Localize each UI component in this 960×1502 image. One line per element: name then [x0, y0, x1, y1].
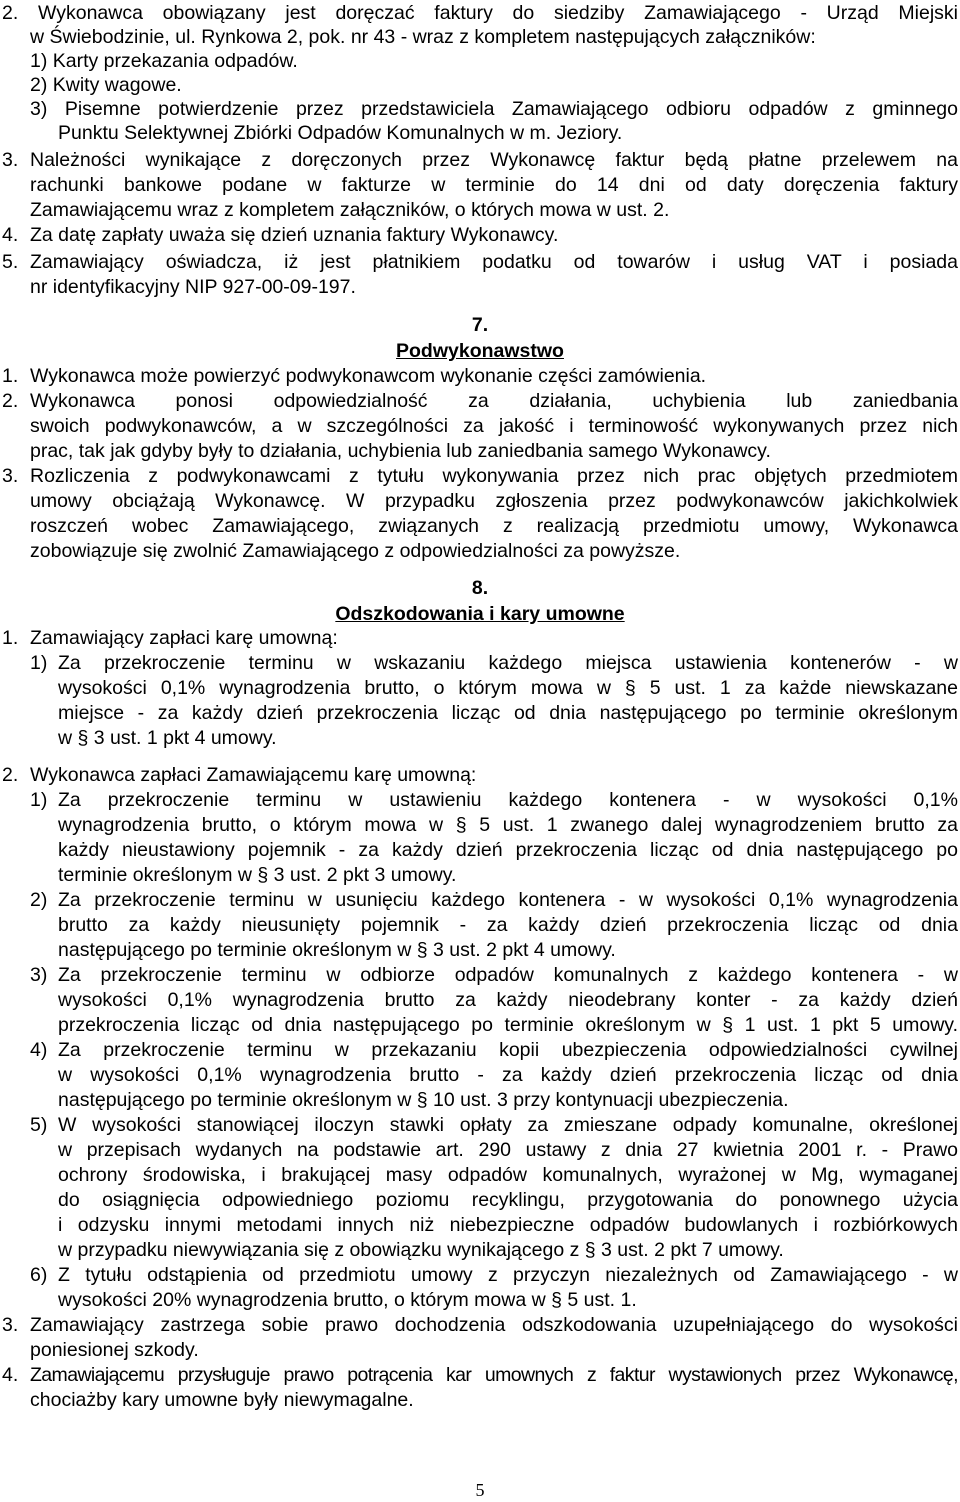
text-line: 1) Karty przekazania odpadów. [30, 50, 298, 72]
text-line: Rozliczenia z podwykonawcami z tytułu wykonywania przez nich prac objętych przedmiotem [30, 465, 958, 487]
text-line: Za przekroczenie terminu w odbiorze odpadów komunalnych z każdego kontenera - w [58, 964, 958, 986]
section-title: Podwykonawstwo [396, 340, 564, 362]
paragraph-3 [0, 147, 960, 173]
text-line: w przepisach wydanych na podstawie art. 290 ustawy z dnia 27 kwietnia 2001 r. - Prawo [58, 1139, 958, 1161]
text-line: miejsce - za każdy dzień przekroczenia licząc od dnia następującego po terminie określonym [58, 702, 958, 724]
text-line: Wykonawca zapłaci Zamawiającemu karę umowną: [30, 764, 477, 786]
paragraph-5 [0, 249, 960, 275]
text-line: wysokości 0,1% wynagrodzenia brutto, o którym mowa w § 5 ust. 1 za każde niewskazane [58, 677, 958, 699]
text-line: 2. Wykonawca obowiązany jest doręczać faktury do siedziby Zamawiającego - Urząd Miejski [2, 2, 958, 24]
text-line: Zamawiającemu przysługuje prawo potrącenia kar umownych z faktur wystawionych przez Wykonawcę, [30, 1364, 958, 1386]
text-line: w Świebodzinie, ul. Rynkowa 2, pok. nr 43 - wraz z kompletem następujących załączników: [30, 26, 816, 48]
text-line: Z tytułu odstąpienia od przedmiotu umowy z przyczyn niezależnych od Zamawiającego - w [58, 1264, 958, 1286]
item-number: 2) [30, 889, 48, 911]
item-number: 4. [2, 224, 19, 246]
text-line: poniesionej szkody. [30, 1339, 199, 1361]
section-number: 8. [471, 577, 489, 599]
text-line: do osiągnięcia odpowiedniego poziomu recyklingu, przygotowania do ponownego użycia [58, 1189, 958, 1211]
text-line: Za przekroczenie terminu w przekazaniu kopii ubezpieczenia odpowiedzialności cywilnej [58, 1039, 958, 1061]
text-line: w przypadku niewywiązania się z obowiązku wynikającego z § 3 ust. 2 pkt 7 umowy. [58, 1239, 784, 1261]
item-number: 3. [2, 149, 19, 171]
text-line: każdy nieustawiony pojemnik - za każdy dzień przekroczenia licząc od dnia następującego po [58, 839, 958, 861]
text-line: 3) Pisemne potwierdzenie przez przedstawiciela Zamawiającego odbioru odpadów z gminnego [30, 98, 958, 120]
section7-item-2 [0, 388, 960, 414]
text-line: w § 3 ust. 1 pkt 4 umowy. [58, 727, 277, 749]
text-line: ochrony środowiska, i brakującej masy odpadów komunalnych, wyrażonej w Mg, wymaganej [58, 1164, 958, 1186]
text-line: wynagrodzenia brutto, o którym mowa w § 5 ust. 1 zwanego dalej wynagrodzeniem brutto za [58, 814, 958, 836]
text-line: rachunki bankowe podane w fakturze w terminie do 14 dni od daty doręczenia faktury [30, 174, 958, 196]
section8-item-4 [0, 1362, 960, 1388]
text-line: roszczeń wobec Zamawiającego, związanych z realizacją przedmiotu umowy, Wykonawca [30, 515, 958, 537]
item-number: 4) [30, 1039, 48, 1061]
text-line: W wysokości stanowiącej iloczyn stawki opłaty za zmieszane odpady komunalne, określonej [58, 1114, 958, 1136]
text-line: w wysokości 0,1% wynagrodzenia brutto - za każdy dzień przekroczenia licząc od dnia [58, 1064, 958, 1086]
text-line: następującego po terminie określonym w § 3 ust. 2 pkt 4 umowy. [58, 939, 616, 961]
text-line: brutto za każdy nieusunięty pojemnik - za każdy dzień przekroczenia licząc od dnia [58, 914, 958, 936]
item-number: 4. [2, 1364, 19, 1386]
text-line: Za datę zapłaty uważa się dzień uznania faktury Wykonawcy. [30, 224, 559, 246]
section-number: 7. [471, 314, 489, 336]
text-line: zobowiązuje się zwolnić Zamawiającego z odpowiedzialności za powyższe. [30, 540, 681, 562]
item-number: 6) [30, 1264, 48, 1286]
text-line: przekroczenia licząc od dnia następującego po terminie określonym w § 1 ust. 1 pkt 5 umowy. [58, 1014, 958, 1036]
text-line: Za przekroczenie terminu w ustawieniu każdego kontenera - w wysokości 0,1% [58, 789, 958, 811]
text-line: Zamawiający oświadcza, iż jest płatnikiem podatku od towarów i usług VAT i posiada [30, 251, 958, 273]
text-line: umowy obciążają Wykonawcę. W przypadku zgłoszenia przez podwykonawców jakichkolwiek [30, 490, 958, 512]
item-number: 1) [30, 652, 48, 674]
item-number: 1. [2, 365, 19, 387]
text-line: terminie określonym w § 3 ust. 2 pkt 3 umowy. [58, 864, 457, 886]
item-number: 3) [30, 964, 48, 986]
text-line: Zamawiającemu wraz z kompletem załączników, o których mowa w ust. 2. [30, 199, 670, 221]
paragraph-4 [0, 222, 960, 248]
text-line: nr identyfikacyjny NIP 927-00-09-197. [30, 276, 356, 298]
item-number: 2. [2, 390, 19, 412]
section8-item-2 [0, 762, 960, 788]
section8-item-1 [0, 625, 960, 651]
paragraph-2 [0, 0, 960, 26]
text-line: następującego po terminie określonym w § 10 ust. 3 przy kontynuacji ubezpieczenia. [58, 1089, 789, 1111]
item-number: 3. [2, 465, 19, 487]
item-number: 5. [2, 251, 19, 273]
text-line: prac, tak jak gdyby były to działania, uchybienia lub zaniedbania samego Wykonawcy. [30, 440, 771, 462]
section7-item-1 [0, 363, 960, 389]
page-number: 5 [475, 1480, 485, 1500]
text-line: i odzysku innymi metodami innych niż niebezpieczne odpadów budowlanych i rozbiórkowych [58, 1214, 958, 1236]
section7-item-3 [0, 463, 960, 489]
text-line: Należności wynikające z doręczonych przez Wykonawcę faktur będą płatne przelewem na [30, 149, 958, 171]
item-number: 2. [2, 764, 19, 786]
item-number: 1. [2, 627, 19, 649]
section-title: Odszkodowania i kary umowne [335, 603, 625, 625]
text-line: Wykonawca może powierzyć podwykonawcom wykonanie części zamówienia. [30, 365, 707, 387]
text-line: Za przekroczenie terminu w usunięciu każdego kontenera - w wysokości 0,1% wynagrodzenia [58, 889, 958, 911]
text-line: Punktu Selektywnej Zbiórki Odpadów Komunalnych w m. Jeziory. [58, 122, 623, 144]
text-line: Zamawiający zastrzega sobie prawo dochodzenia odszkodowania uzupełniającego do wysokości [30, 1314, 958, 1336]
section8-item-3 [0, 1312, 960, 1338]
text-line: Za przekroczenie terminu w wskazaniu każdego miejsca ustawienia kontenerów - w [58, 652, 958, 674]
text-line: Zamawiający zapłaci karę umowną: [30, 627, 338, 649]
text-line: Wykonawca ponosi odpowiedzialność za działania, uchybienia lub zaniedbania [30, 390, 958, 412]
text-line: 2) Kwity wagowe. [30, 74, 182, 96]
text-line: wysokości 20% wynagrodzenia brutto, o którym mowa w § 5 ust. 1. [58, 1289, 637, 1311]
item-number: 3. [2, 1314, 19, 1336]
item-number: 1) [30, 789, 48, 811]
item-number: 5) [30, 1114, 48, 1136]
text-line: chociażby kary umowne były niewymagalne. [30, 1389, 414, 1411]
text-line: wysokości 0,1% wynagrodzenia brutto za każdy nieodebrany konter - za każdy dzień [58, 989, 958, 1011]
text-line: swoich podwykonawców, a w szczególności za jakość i terminowość wykonywanych przez nich [30, 415, 958, 437]
